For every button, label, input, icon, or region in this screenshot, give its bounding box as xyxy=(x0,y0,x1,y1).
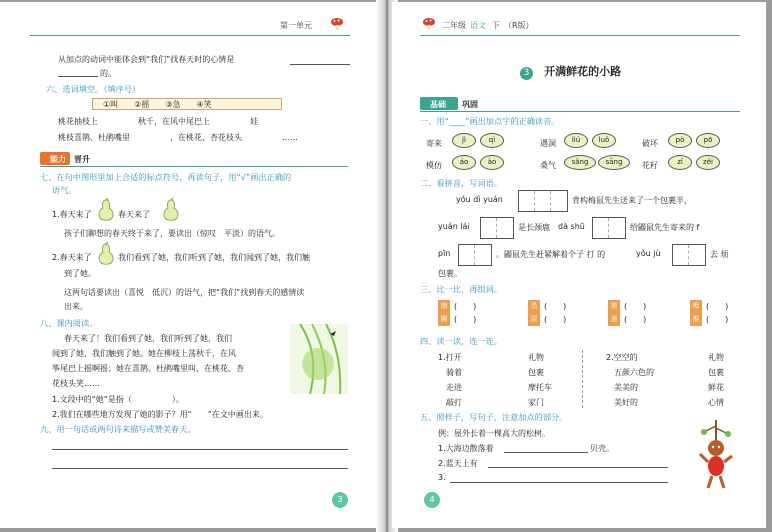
q1-word: 花籽 xyxy=(642,161,658,170)
q4-item[interactable]: 包裹 xyxy=(708,368,724,377)
q7-s2d: 这两句话要读出（喜悦 低沉）的语气，把“我们”找到春天的感情读 xyxy=(64,288,305,297)
q4-item[interactable]: 走进 xyxy=(446,383,462,392)
q2-l4-text: 包裹。 xyxy=(438,269,462,278)
writing-grid[interactable] xyxy=(592,217,626,239)
q3-blank[interactable]: ( ) xyxy=(624,302,647,311)
writing-grid[interactable] xyxy=(458,244,492,266)
q3-blank[interactable]: ( ) xyxy=(544,302,567,311)
q3-char-chip: 油 柳 xyxy=(438,300,450,326)
q7-s2b: 我们看到了她，我们听到了她，我们闻到了她，我们触 xyxy=(118,253,310,262)
intro-line-2: 的。 xyxy=(100,69,116,78)
q5-s1b: 贝壳。 xyxy=(590,444,614,453)
q8-q2: 2.我们在哪些地方发现了她的影子？用“ ”在文中画出来。 xyxy=(52,410,268,419)
writing-grid[interactable] xyxy=(480,217,514,239)
q1-word: 桑气 xyxy=(540,161,556,170)
q2-l2-text-1: 是长颈鹿 xyxy=(518,223,550,232)
q7-title: 七、在句中图形里加上合适的标点符号，再读句子，用“√”画出正确的 xyxy=(40,172,292,182)
q4-item[interactable]: 礼物 xyxy=(708,353,724,362)
q7-s1b: 春天来了 xyxy=(118,210,150,219)
q3-char-chip: 埠 准 xyxy=(690,300,702,326)
q3-blank[interactable]: ( ) xyxy=(454,302,477,311)
q3-char-chip: 员 原 xyxy=(528,300,540,326)
pinyin-option[interactable]: liú xyxy=(564,133,588,148)
q4-item[interactable]: 2.空空的 xyxy=(606,353,638,362)
q4-item[interactable]: 五颜六色的 xyxy=(614,368,654,377)
writing-grid[interactable] xyxy=(518,190,568,212)
right-page xyxy=(392,2,766,528)
q2-l3-text-2: 去 烦 xyxy=(710,250,729,259)
pinyin-option[interactable]: áo xyxy=(452,155,476,170)
q4-item[interactable]: 礼物 xyxy=(528,353,544,362)
monkey-illustration xyxy=(692,418,740,490)
q1-word: 模仿 xyxy=(426,161,442,170)
pinyin-option[interactable]: sāng xyxy=(598,155,630,170)
pinyin-option[interactable]: luǒ xyxy=(592,133,616,148)
pear-shape-icon[interactable] xyxy=(162,198,180,222)
q4-divider xyxy=(582,350,584,408)
q1-word: 遇洞 xyxy=(540,139,556,148)
lesson-number: 3 xyxy=(520,67,533,80)
q4-item[interactable]: 鲜花 xyxy=(708,383,724,392)
level-label: 能力 xyxy=(50,155,66,164)
q4-item[interactable]: 1.打开 xyxy=(438,353,462,362)
level-rule xyxy=(40,166,348,167)
q4-item[interactable]: 心情 xyxy=(708,398,724,407)
q4-item[interactable]: 包裹 xyxy=(528,368,544,377)
mushroom-icon xyxy=(422,16,436,30)
q2-l2-text-2: 给鼹鼠先生寄来的 f xyxy=(630,223,700,232)
q2-l2-pinyin-2: dà shū xyxy=(558,222,585,231)
basic-rule xyxy=(420,111,740,112)
willow-illustration xyxy=(290,324,348,394)
lesson-title: 开满鲜花的小路 xyxy=(544,65,622,78)
q3-blank[interactable]: ( ) xyxy=(706,302,729,311)
q8-p4: 花枝头笑…… xyxy=(52,379,100,388)
q7-s1c: 孩子们聊想的春天终于来了，要读出（惊叹 平淡）的语气。 xyxy=(64,229,280,238)
answer-line[interactable] xyxy=(504,452,588,453)
q1-word: 破坏 xyxy=(642,139,658,148)
right-header-edition: （R版） xyxy=(504,21,534,30)
q3-blank[interactable]: ( ) xyxy=(454,315,477,324)
pear-shape-icon[interactable] xyxy=(97,198,115,222)
q4-item[interactable]: 家门 xyxy=(528,398,544,407)
writing-grid[interactable] xyxy=(672,244,706,266)
q2-title: 二、看拼音，写词语。 xyxy=(420,178,502,188)
q2-l2-pinyin-1: yuán lái xyxy=(438,222,470,231)
q6-title: 六、选词填空。（填序号） xyxy=(46,84,141,94)
q8-p3: 筝尾巴上摇啊摇；她在喜鹊、杜鹃嘴里叫，在桃花、杏 xyxy=(52,364,244,373)
right-header-rule xyxy=(420,35,740,36)
q6-line-1: 桃花抽枝上 秋千，在风中尾巴上 娃 xyxy=(58,117,298,126)
mushroom-icon xyxy=(330,16,344,30)
q4-item[interactable]: 敲打 xyxy=(446,398,462,407)
q7-s2e: 出来。 xyxy=(64,302,88,311)
q9-title: 九、用一句话或两句诗来描写或赞美春天。 xyxy=(40,424,196,434)
q2-l3-pinyin-2: yǒu jù xyxy=(636,249,661,258)
pear-shape-icon[interactable] xyxy=(97,242,115,266)
pinyin-option[interactable]: zěi xyxy=(696,155,720,170)
q6-options: ①叫 ②摇 ③急 ④笑 xyxy=(92,98,282,110)
q4-item[interactable]: 骑着 xyxy=(446,368,462,377)
pinyin-option[interactable]: pò xyxy=(668,133,692,148)
q3-blank[interactable]: ( ) xyxy=(624,315,647,324)
basic-sub: 巩固 xyxy=(462,100,478,109)
q5-s3: 3. xyxy=(438,473,446,482)
lesson-title-block xyxy=(520,60,621,80)
basic-label: 基础 xyxy=(430,100,446,109)
page-number: 4 xyxy=(424,492,440,508)
q2-l1-pinyin: yóu dì yuán xyxy=(456,195,503,204)
q4-item[interactable]: 美美的 xyxy=(614,383,638,392)
q3-char-chip: 第 递 xyxy=(608,300,620,326)
q5-title: 五、照样子，写句子，注意加点的部分。 xyxy=(420,412,568,422)
answer-line[interactable] xyxy=(58,76,98,77)
pinyin-option[interactable]: pō xyxy=(696,133,720,148)
q7-s2c: 到了她。 xyxy=(64,269,96,278)
left-header-rule xyxy=(30,35,350,36)
q2-l3-pinyin-1: pīn xyxy=(438,249,451,258)
page-number: 3 xyxy=(332,492,348,508)
answer-line[interactable] xyxy=(52,449,348,450)
q5-s2: 2.蓝天上有 xyxy=(438,459,478,468)
q3-title: 三、比一比，再组词。 xyxy=(420,284,502,294)
q8-q1: 1.文段中的“她”是指（ ）。 xyxy=(52,395,184,404)
q7-s2a: 2.春天来了 xyxy=(52,253,92,262)
intro-line-1: 从加点的动词中能体会到“我们”找春天时的心情是 xyxy=(58,55,235,64)
q7-s1a: 1.春天来了 xyxy=(52,210,92,219)
q2-l3-text-1: 。鼹鼠先生赶紧解着个子 打 的 xyxy=(496,250,606,259)
pinyin-option[interactable]: ào xyxy=(480,155,504,170)
q5-s1: 1.大海边散落着 xyxy=(438,444,494,453)
answer-line[interactable] xyxy=(290,64,350,65)
pinyin-option[interactable]: zǐ xyxy=(668,155,692,170)
q8-title: 八、课内阅读。 xyxy=(40,318,98,328)
answer-line[interactable] xyxy=(450,482,668,483)
answer-line[interactable] xyxy=(488,467,668,468)
q2-l1-text: 背构梅鼠先生送来了一个包裹半， xyxy=(572,196,692,205)
q3-blank[interactable]: ( ) xyxy=(544,315,567,324)
q6-line-2: 桃枝喜鹊、杜鹃嘴里 ，在桃花、杏花枝头 …… xyxy=(58,133,298,142)
q1-word: 寄来 xyxy=(426,139,442,148)
pinyin-option[interactable]: qì xyxy=(480,133,504,148)
q4-item[interactable]: 美好的 xyxy=(614,398,638,407)
pinyin-option[interactable]: jì xyxy=(452,133,476,148)
q5-example: 例：屋外长着一棵高大的松树。 xyxy=(438,429,550,438)
right-header-grade: 二年级 xyxy=(442,21,466,30)
q4-title: 四、读一读，连一连。 xyxy=(420,336,502,346)
right-header-subject: 语文 xyxy=(470,21,486,30)
right-header-volume: 下 xyxy=(492,21,500,30)
q3-blank[interactable]: ( ) xyxy=(706,315,729,324)
left-page-header: 第一单元 xyxy=(280,21,312,30)
q4-item[interactable]: 摩托车 xyxy=(528,383,552,392)
left-page xyxy=(0,2,382,528)
q8-p2: 闻到了她，我们触到了她。她在柳枝上荡秋千，在风 xyxy=(52,349,236,358)
pinyin-option[interactable]: sǎng xyxy=(564,155,596,170)
q1-title: 一、用“____”画出加点字的正确读音。 xyxy=(420,116,560,126)
q8-p1: 春天来了！我们看到了她，我们听到了她，我们 xyxy=(64,334,232,343)
q7-title-2: 语气。 xyxy=(52,185,77,195)
level-sub: 晋升 xyxy=(74,155,90,164)
answer-line[interactable] xyxy=(52,468,348,469)
